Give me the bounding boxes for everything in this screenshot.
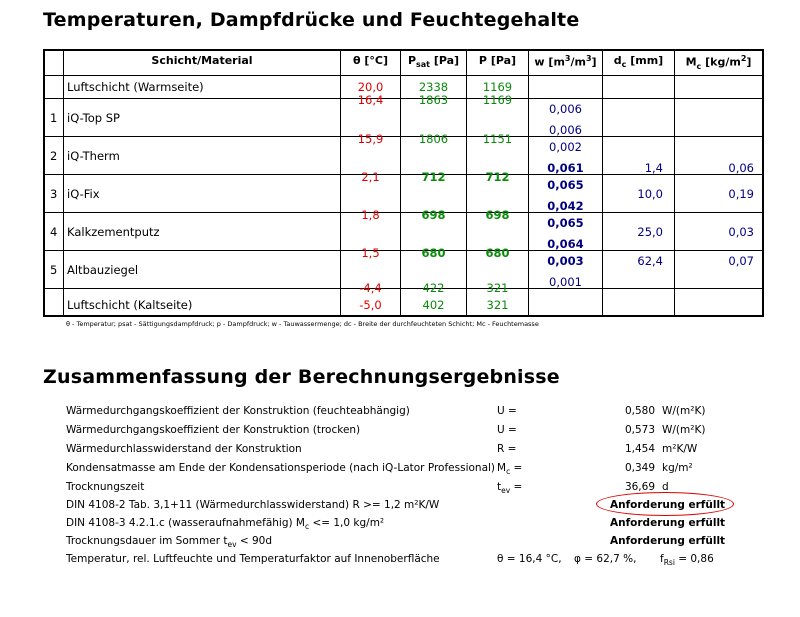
- theta-value: 2,1: [361, 170, 380, 184]
- material-label: iQ-Fix: [67, 187, 100, 201]
- theta-value: 16,4: [357, 93, 384, 107]
- dc-value: 62,4: [637, 254, 663, 268]
- mc-value: 0,19: [728, 187, 754, 201]
- summary-label: Wärmedurchgangskoeffizient der Konstruktion (feuchteabhängig): [66, 405, 410, 417]
- row-number: 4: [50, 225, 58, 239]
- summary-value: 36,69: [624, 481, 655, 493]
- psat-value: 422: [422, 281, 445, 295]
- highlight-ellipse: [596, 492, 734, 516]
- row-number: 5: [50, 263, 58, 277]
- material-label: iQ-Top SP: [67, 111, 120, 125]
- summary-unit: d: [662, 481, 669, 493]
- page-title: Temperaturen, Dampfdrücke und Feuchtegehalte: [43, 9, 580, 31]
- summary-symbol: U =: [497, 405, 517, 417]
- summary-symbol: $M_c$ =: [497, 462, 523, 477]
- theta-value: 15,9: [357, 132, 384, 146]
- summary-symbol: R =: [497, 443, 517, 455]
- material-label: Altbauziegel: [67, 263, 139, 277]
- header-psat: $P_{sat}$ [Pa]: [407, 54, 460, 70]
- summary-unit: W/(m²K): [662, 424, 706, 436]
- summary-label: Kondensatmasse am Ende der Kondensationsperiode (nach iQ-Lator Professional): [66, 462, 496, 474]
- theta-value: 1,5: [361, 246, 380, 260]
- mc-value: 0,07: [728, 254, 754, 268]
- requirement-result: Anforderung erfüllt: [610, 535, 726, 547]
- psat-value: 1863: [418, 93, 449, 107]
- theta-value: 1,8: [361, 208, 380, 222]
- psat-value: 712: [421, 170, 446, 184]
- theta-value: -4,4: [359, 281, 382, 295]
- p-value: 321: [486, 298, 509, 312]
- w-value: 0,064: [547, 237, 584, 251]
- w-value: 0,065: [547, 216, 584, 230]
- col-line: [674, 51, 675, 315]
- p-value: 680: [485, 246, 510, 260]
- psat-value: 698: [421, 208, 446, 222]
- p-value: 698: [485, 208, 510, 222]
- w-value: 0,061: [547, 161, 584, 175]
- table-legend: θ - Temperatur; psat - Sättigungsdampfdruck; p - Dampfdruck; w - Tauwassermenge; dc - Breite der durchfeuchteten Schicht; Mc - Feuchtemasse: [66, 320, 539, 328]
- summary-label: Wärmedurchlasswiderstand der Konstruktion: [66, 443, 302, 455]
- requirement-label: Trocknungsdauer im Sommer $t_{ev} < 90d$: [66, 535, 273, 550]
- row-number: 1: [50, 111, 58, 125]
- material-label: Luftschicht (Kaltseite): [67, 298, 193, 312]
- psat-value: 2338: [418, 80, 449, 94]
- section-title: Zusammenfassung der Berechnungsergebnisse: [43, 366, 560, 388]
- material-label: Luftschicht (Warmseite): [67, 80, 204, 94]
- summary-label: Wärmedurchgangskoeffizient der Konstruktion (trocken): [66, 424, 361, 436]
- header-p: P [Pa]: [478, 54, 517, 67]
- p-value: 1169: [482, 93, 513, 107]
- header-material: Schicht/Material: [151, 54, 253, 67]
- summary-symbol: $t_{ev}$ =: [497, 481, 523, 496]
- w-value: 0,003: [547, 254, 584, 268]
- theta-value: -5,0: [359, 298, 382, 312]
- p-value: 712: [485, 170, 510, 184]
- header-dc: $d_c$ [mm]: [613, 54, 664, 70]
- surface-label: Temperatur, rel. Luftfeuchte und Temperaturfaktor auf Innenoberfläche: [66, 553, 440, 565]
- header-mc: $M_c$ $[kg/m^2]$: [685, 54, 752, 71]
- summary-unit: W/(m²K): [662, 405, 706, 417]
- surface-phi: φ = 62,7 %,: [574, 553, 637, 565]
- requirement-result: Anforderung erfüllt: [610, 517, 726, 529]
- header-theta: θ [°C]: [352, 54, 388, 67]
- theta-value: 20,0: [357, 80, 384, 94]
- w-value: 0,006: [549, 123, 582, 137]
- dc-value: 10,0: [637, 187, 663, 201]
- w-value: 0,001: [549, 275, 582, 289]
- requirement-result: Anforderung erfüllt: [610, 499, 726, 511]
- psat-value: 680: [421, 246, 446, 260]
- row-number: 3: [50, 187, 58, 201]
- mc-value: 0,03: [728, 225, 754, 239]
- p-value: 1151: [482, 132, 513, 146]
- psat-value: 402: [422, 298, 445, 312]
- dc-value: 25,0: [637, 225, 663, 239]
- row-number: 2: [50, 149, 58, 163]
- col-line: [602, 51, 603, 315]
- p-value: 1169: [482, 80, 513, 94]
- summary-label: Trocknungszeit: [66, 481, 145, 493]
- requirement-label: DIN 4108-3 4.2.1.c (wasseraufnahmefähig) $M_c <= 1,0$ kg/m²: [66, 517, 385, 532]
- summary-symbol: U =: [497, 424, 517, 436]
- summary-unit: kg/m²: [662, 462, 693, 474]
- col-line: [63, 51, 64, 315]
- mc-value: 0,06: [728, 161, 754, 175]
- material-label: iQ-Therm: [67, 149, 120, 163]
- w-value: 0,065: [547, 178, 584, 192]
- requirement-label: DIN 4108-2 Tab. 3,1+11 (Wärmedurchlasswiderstand) R >= 1,2 m²K/W: [66, 499, 440, 511]
- psat-value: 1806: [418, 132, 449, 146]
- dc-value: 1,4: [644, 161, 663, 175]
- w-value: 0,042: [547, 199, 584, 213]
- summary-value: 0,573: [624, 424, 655, 436]
- header-w: w $[m^3/m^3]$: [534, 54, 597, 69]
- w-value: 0,002: [549, 140, 582, 154]
- surface-frsi: $f_{Rsi} = 0,86$: [660, 553, 714, 568]
- material-label: Kalkzementputz: [67, 225, 160, 239]
- summary-unit: m²K/W: [662, 443, 698, 455]
- summary-value: 0,580: [624, 405, 655, 417]
- summary-value: 0,349: [624, 462, 655, 474]
- p-value: 321: [486, 281, 509, 295]
- summary-value: 1,454: [624, 443, 655, 455]
- surface-theta: θ = 16,4 °C,: [497, 553, 562, 565]
- w-value: 0,006: [549, 102, 582, 116]
- results-table: [43, 49, 764, 317]
- table-header-line: [45, 75, 762, 76]
